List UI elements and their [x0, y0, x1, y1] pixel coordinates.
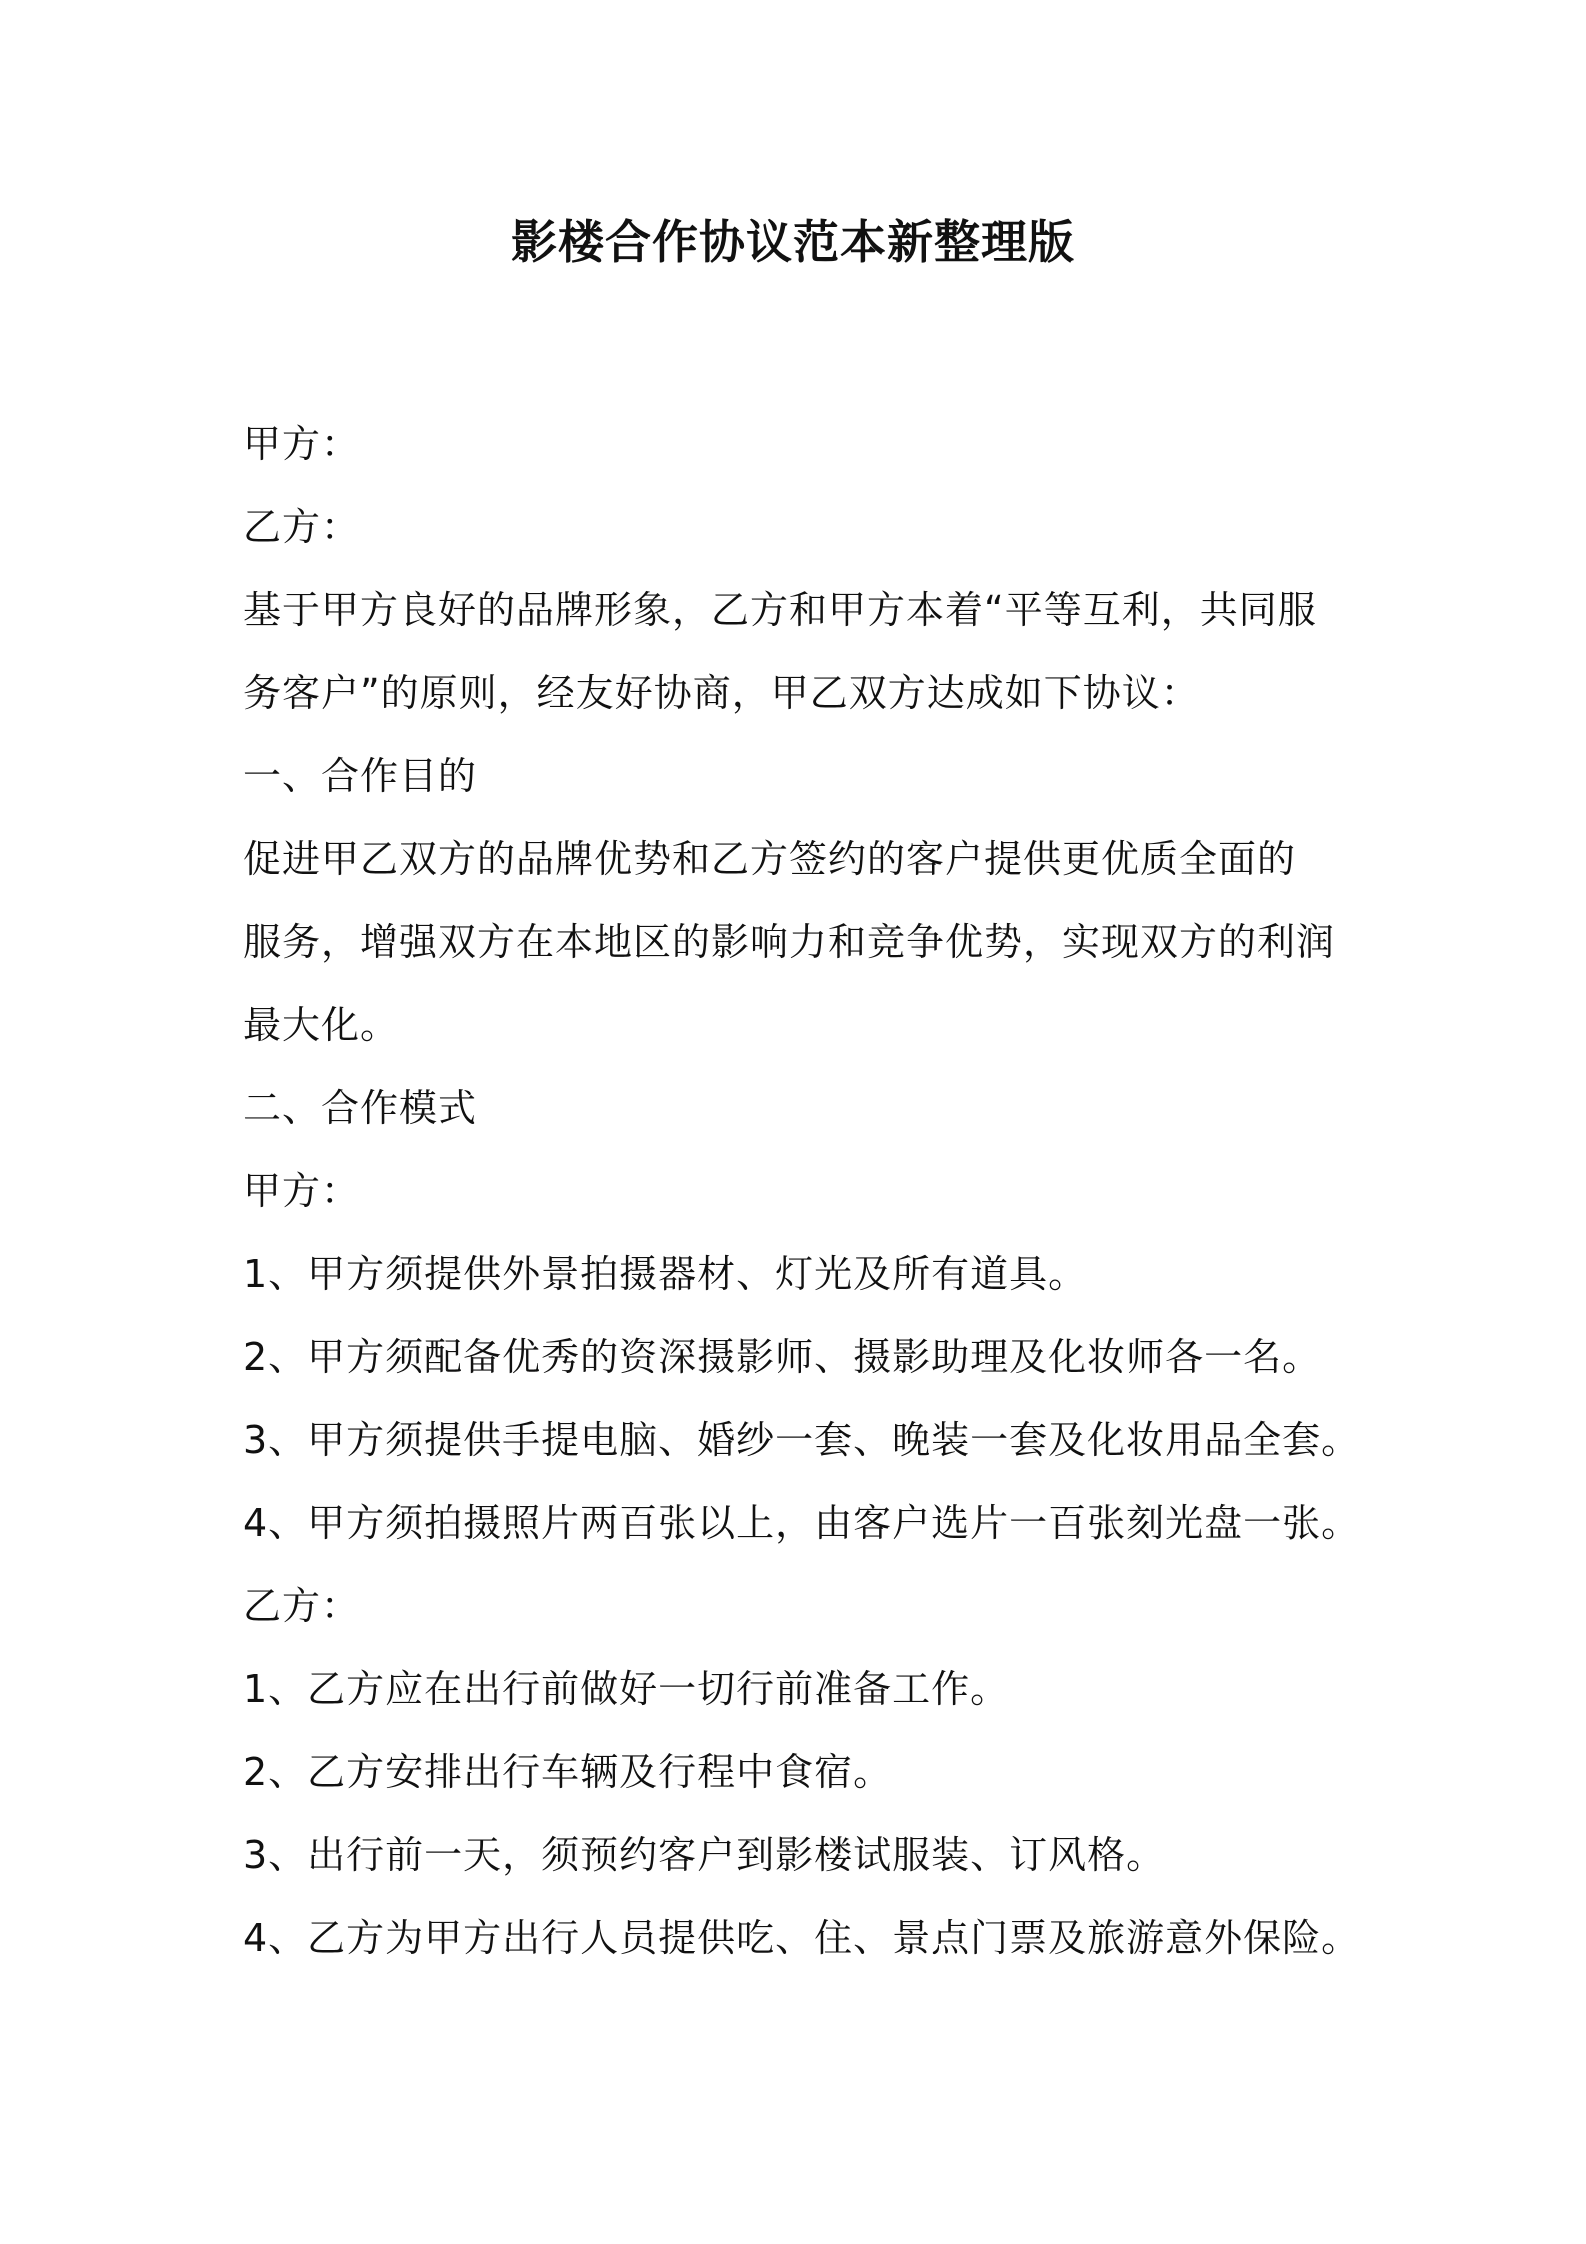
party-a-item-4: 4、甲方须拍摄照片两百张以上，由客户选片一百张刻光盘一张。	[243, 1501, 1361, 1545]
party-a-label: 甲方：	[243, 422, 361, 466]
party-b-label: 乙方：	[243, 505, 361, 549]
purpose-line-2: 服务，增强双方在本地区的影响力和竞争优势，实现双方的利润	[243, 920, 1336, 964]
document-body	[243, 403, 1373, 1980]
party-b-item-3: 3、出行前一天，须预约客户到影楼试服装、订风格。	[243, 1833, 1166, 1877]
party-a-item-2: 2、甲方须配备优秀的资深摄影师、摄影助理及化妆师各一名。	[243, 1335, 1322, 1379]
party-a-item-3: 3、甲方须提供手提电脑、婚纱一套、晚装一套及化妆用品全套。	[243, 1418, 1361, 1462]
party-a-item-1: 1、甲方须提供外景拍摄器材、灯光及所有道具。	[243, 1252, 1088, 1296]
party-b-subheading: 乙方：	[243, 1584, 361, 1628]
party-b-item-4: 4、乙方为甲方出行人员提供吃、住、景点门票及旅游意外保险。	[243, 1916, 1361, 1960]
party-a-subheading: 甲方：	[243, 1169, 361, 1213]
document-title: 影楼合作协议范本新整理版	[511, 215, 1075, 269]
purpose-line-3: 最大化。	[243, 1003, 400, 1047]
section-heading-mode: 二、合作模式	[243, 1086, 478, 1130]
section-heading-purpose: 一、合作目的	[243, 754, 478, 798]
preamble-line-2: 务客户”的原则，经友好协商，甲乙双方达成如下协议：	[243, 671, 1200, 715]
party-b-item-2: 2、乙方安排出行车辆及行程中食宿。	[243, 1750, 893, 1794]
preamble-line-1: 基于甲方良好的品牌形象，乙方和甲方本着“平等互利，共同服	[243, 588, 1317, 632]
purpose-line-1: 促进甲乙双方的品牌优势和乙方签约的客户提供更优质全面的	[243, 837, 1297, 881]
party-b-item-1: 1、乙方应在出行前做好一切行前准备工作。	[243, 1667, 1010, 1711]
